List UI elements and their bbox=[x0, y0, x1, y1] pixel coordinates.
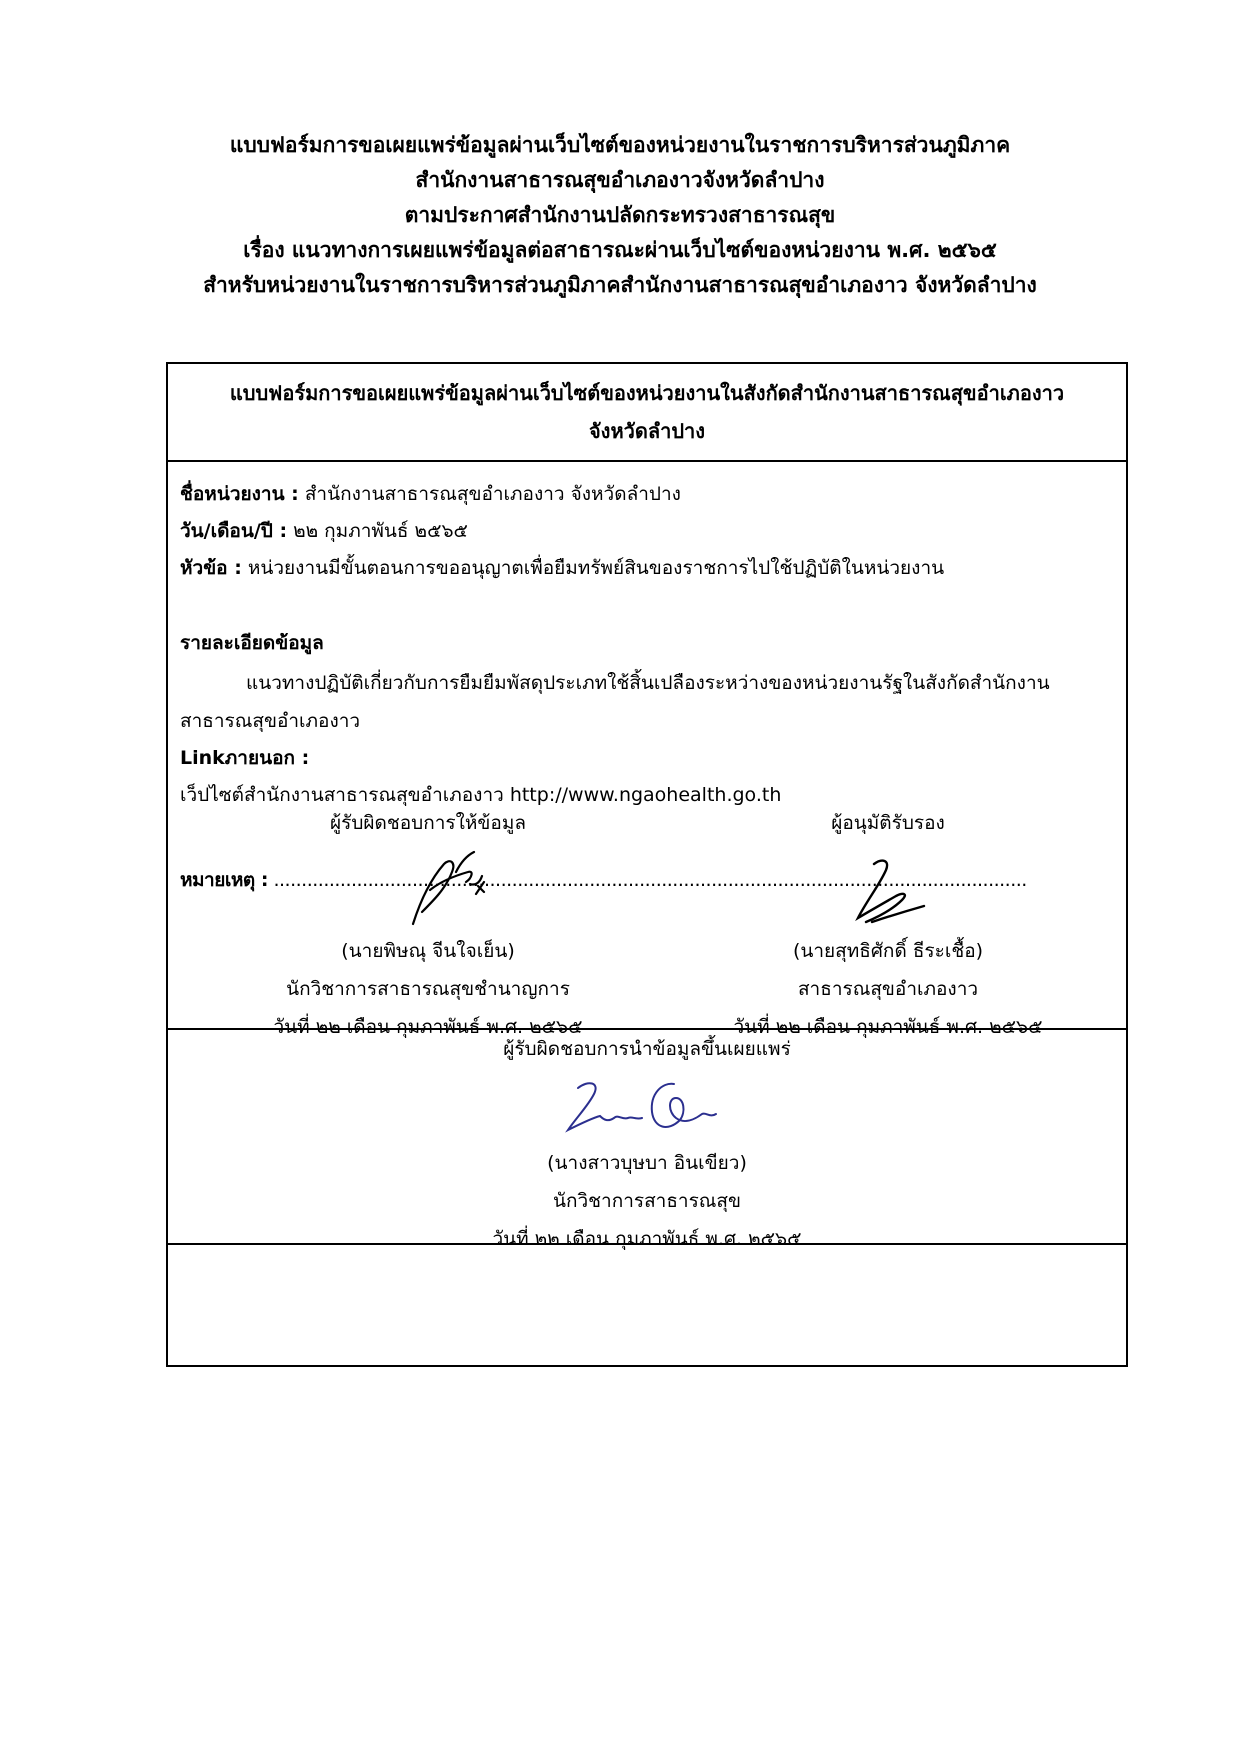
provider-signature-block bbox=[208, 804, 648, 1046]
form-title-line-2: จังหวัดลำปาง bbox=[588, 419, 706, 443]
link-label: Linkภายนอก : bbox=[180, 747, 310, 769]
header-line-3: ตามประกาศสำนักงานปลัดกระทรวงสาธารณสุข bbox=[404, 203, 836, 227]
header-line-5: สำหรับหน่วยงานในราชการบริหารส่วนภูมิภาคสำนักงานสาธารณสุขอำเภองาว จังหวัดลำปาง bbox=[203, 273, 1037, 297]
detail-line-2: สาธารณสุขอำเภองาว bbox=[180, 710, 361, 732]
provider-position: นักวิชาการสาธารณสุขชำนาญการ bbox=[286, 978, 570, 1000]
request-form bbox=[166, 362, 1128, 1367]
publisher-date: วันที่ ๒๒ เดือน กุมภาพันธ์ พ.ศ. ๒๕๖๕ bbox=[492, 1228, 802, 1250]
document-header bbox=[0, 128, 1240, 303]
approver-name: (นายสุทธิศักดิ์ ธีระเชื้อ) bbox=[792, 940, 984, 962]
detail-label: รายละเอียดข้อมูล bbox=[180, 632, 324, 654]
approver-position: สาธารณสุขอำเภองาว bbox=[797, 978, 979, 1000]
publisher-role: ผู้รับผิดชอบการนำข้อมูลขึ้นเผยแพร่ bbox=[503, 1038, 791, 1060]
publisher-signature-icon bbox=[168, 1068, 1126, 1144]
header-line-2: สำนักงานสาธารณสุขอำเภองาวจังหวัดลำปาง bbox=[415, 168, 825, 192]
header-line-1: แบบฟอร์มการขอเผยแพร่ข้อมูลผ่านเว็บไซต์ของหน่วยงานในราชการบริหารส่วนภูมิภาค bbox=[229, 133, 1011, 157]
provider-date: วันที่ ๒๒ เดือน กุมภาพันธ์ พ.ศ. ๒๕๖๕ bbox=[273, 1016, 583, 1038]
publisher-signature-block bbox=[168, 1030, 1126, 1258]
link-heading bbox=[180, 742, 309, 774]
remark-value: ........................................................................................................................................ bbox=[267, 869, 1027, 891]
approver-role: ผู้อนุมัติรับรอง bbox=[831, 812, 945, 834]
provider-role: ผู้รับผิดชอบการให้ข้อมูล bbox=[330, 812, 526, 834]
approver-date: วันที่ ๒๒ เดือน กุมภาพันธ์ พ.ศ. ๒๕๖๕ bbox=[733, 1016, 1043, 1038]
approver-signature-icon bbox=[668, 842, 1108, 932]
unit-row bbox=[180, 478, 681, 510]
publisher-name: (นางสาวบุษบา อินเขียว) bbox=[547, 1152, 747, 1174]
provider-name: (นายพิษณุ จีนใจเย็น) bbox=[341, 940, 515, 962]
topic-value: หน่วยงานมีขั้นตอนการขออนุญาตเพื่อยืมทรัพย์สินของราชการไปใช้ปฏิบัติในหน่วยงาน bbox=[241, 557, 945, 579]
unit-label: ชื่อหน่วยงาน : bbox=[180, 483, 299, 505]
form-title-line-1: แบบฟอร์มการขอเผยแพร่ข้อมูลผ่านเว็บไซต์ของหน่วยงานในสังกัดสำนักงานสาธารณสุขอำเภองาว bbox=[229, 381, 1065, 405]
header-line-4: เรื่อง แนวทางการเผยแพร่ข้อมูลต่อสาธารณะผ่านเว็บไซต์ของหน่วยงาน พ.ศ. ๒๕๖๕ bbox=[243, 238, 997, 262]
date-label: วัน/เดือน/ปี : bbox=[180, 520, 288, 542]
provider-signature bbox=[208, 842, 648, 932]
date-row bbox=[180, 515, 468, 547]
unit-value: สำนักงานสาธารณสุขอำเภองาว จังหวัดลำปาง bbox=[298, 483, 681, 505]
approver-signature-block bbox=[668, 804, 1108, 1046]
topic-row bbox=[180, 552, 944, 584]
publisher-signature bbox=[168, 1068, 1126, 1144]
publisher-position: นักวิชาการสาธารณสุข bbox=[552, 1190, 742, 1212]
form-title bbox=[168, 364, 1126, 462]
approval-signatures bbox=[168, 804, 1126, 1038]
detail-line-1: แนวทางปฏิบัติเกี่ยวกับการยืมยืมพัสดุประเภทใช้สิ้นเปลืองระหว่างของหน่วยงานรัฐในสังกัดสำนักงาน bbox=[246, 672, 1050, 694]
approver-signature bbox=[668, 842, 1108, 932]
detail-heading bbox=[180, 627, 324, 659]
date-value: ๒๒ กุมภาพันธ์ ๒๕๖๕ bbox=[287, 520, 468, 542]
remark-label: หมายเหตุ : bbox=[180, 869, 268, 891]
provider-signature-icon bbox=[208, 842, 648, 932]
link-value: เว็ปไซต์สำนักงานสาธารณสุขอำเภองาว http://www.ngaohealth.go.th bbox=[180, 784, 782, 806]
topic-label: หัวข้อ : bbox=[180, 557, 242, 579]
